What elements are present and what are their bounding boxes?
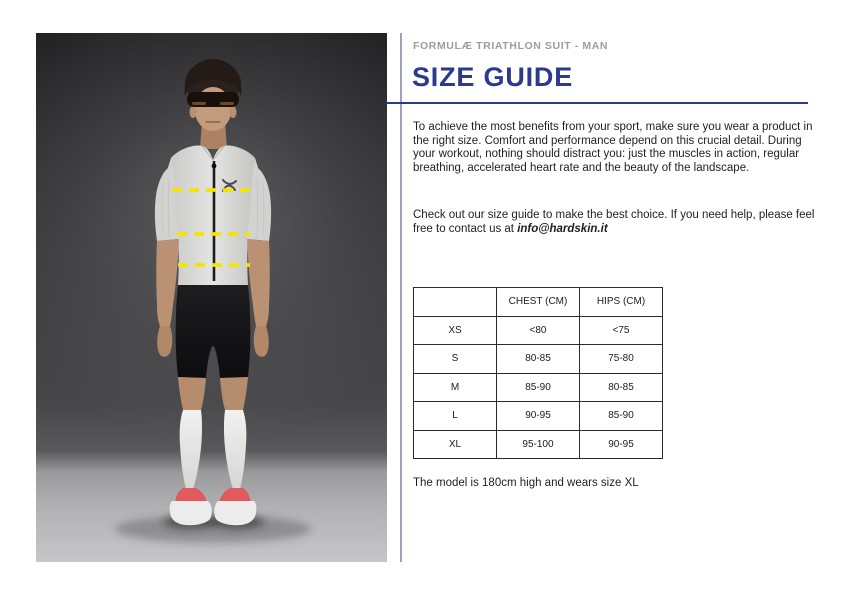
title-underline	[386, 102, 808, 104]
model-photo	[36, 33, 387, 562]
intro-paragraph: To achieve the most benefits from your sport, make sure you wear a product in the right size. Comfort and performance depend on this crucial detail. During your workout, nothing should distract you: just the muscles in action, regular breathing, accelerated heart rate and the beauty of the landscape.	[413, 121, 813, 174]
size-cell: XS	[414, 316, 497, 345]
hips-cell: 90-95	[580, 430, 663, 459]
chest-cell: 90-95	[497, 402, 580, 431]
vertical-divider	[400, 33, 402, 562]
chest-cell: 80-85	[497, 345, 580, 374]
chest-column-header: CHEST (CM)	[497, 288, 580, 317]
chest-cell: 85-90	[497, 373, 580, 402]
model-size-footnote: The model is 180cm high and wears size XL	[413, 477, 639, 489]
table-row-s	[414, 345, 663, 374]
model-photo-illustration	[36, 33, 387, 562]
table-row-xs	[414, 316, 663, 345]
size-cell: S	[414, 345, 497, 374]
page-title: SIZE GUIDE	[412, 62, 574, 92]
size-cell: M	[414, 373, 497, 402]
table-row-xl	[414, 430, 663, 459]
help-paragraph	[413, 209, 815, 236]
table-row-m	[414, 373, 663, 402]
hips-cell: 85-90	[580, 402, 663, 431]
size-table	[413, 287, 663, 459]
table-header-row	[414, 288, 663, 317]
hips-cell: <75	[580, 316, 663, 345]
table-row-l	[414, 402, 663, 431]
hips-column-header: HIPS (CM)	[580, 288, 663, 317]
chest-cell: 95-100	[497, 430, 580, 459]
size-cell: L	[414, 402, 497, 431]
product-label: FORMULÆ TRIATHLON SUIT - MAN	[413, 40, 609, 52]
hips-cell: 80-85	[580, 373, 663, 402]
size-column-header	[414, 288, 497, 317]
chest-cell: <80	[497, 316, 580, 345]
hips-cell: 75-80	[580, 345, 663, 374]
contact-email[interactable]: info@hardskin.it	[517, 222, 608, 235]
size-cell: XL	[414, 430, 497, 459]
help-text: Check out our size guide to make the best choice. If you need help, please feel free to contact us at	[413, 209, 815, 235]
